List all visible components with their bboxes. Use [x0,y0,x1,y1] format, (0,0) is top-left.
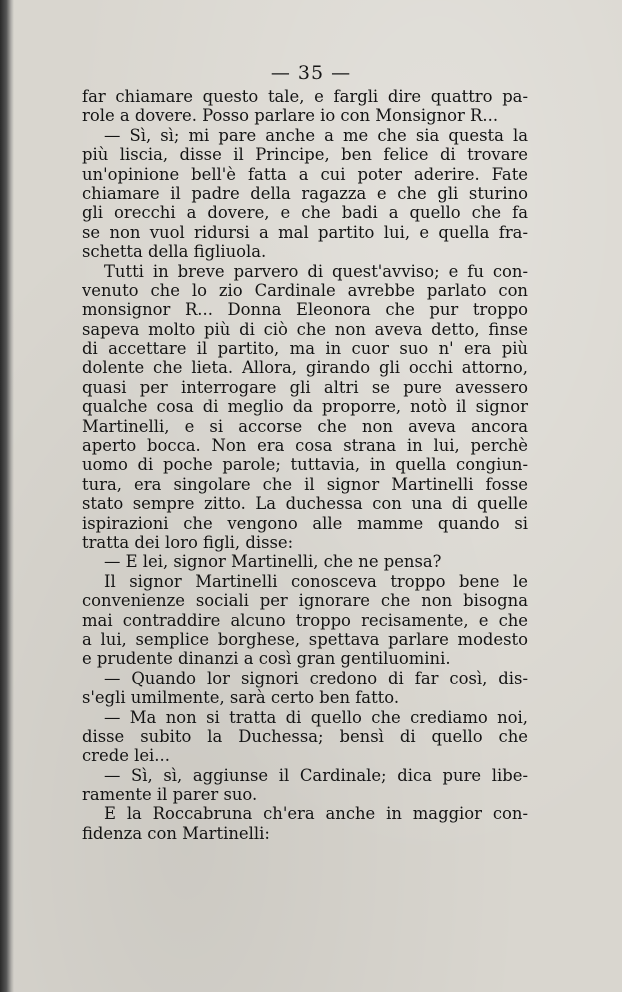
text-line: — Sì, sì; mi pare anche a me che sia questa la [104,125,528,145]
text-line: più liscia, disse il Principe, ben felice di trovare [82,145,528,165]
text-line: tratta dei loro figli, disse: [82,532,294,552]
text-line: — Sì, sì, aggiunse il Cardinale; dica pure libe- [104,765,528,785]
text-line: se non vuol ridursi a mal partito lui, e quella fra- [82,222,528,242]
page-number: — 35 — [270,62,352,84]
text-line: schetta della figliuola. [82,242,267,262]
text-line: — Ma non si tratta di quello che crediamo noi, [104,707,528,727]
text-line: quasi per interrogare gli altri se pure avessero [82,377,528,397]
text-line: far chiamare questo tale, e fargli dire quattro pa- [82,87,528,106]
text-line: monsignor R... Donna Eleonora che pur troppo [82,300,528,320]
text-line: tura, era singolare che il signor Martinelli fosse [82,474,528,494]
body-text [82,87,528,843]
text-line: Martinelli, e si accorse che non aveva ancora [82,416,528,436]
text-line: — E lei, signor Martinelli, che ne pensa? [104,552,442,572]
text-line: disse subito la Duchessa; bensì di quello che [82,726,528,746]
text-line: Il signor Martinelli conosceva troppo bene le [104,571,528,591]
binding-edge [0,0,14,992]
text-line: un'opinione bell'è fatta a cui poter aderire. Fate [82,164,528,184]
text-line: venuto che lo zio Cardinale avrebbe parlato con [82,280,528,300]
text-line: di accettare il partito, ma in cuor suo n' era più [82,339,528,359]
text-line: gli orecchi a dovere, e che badi a quello che fa [82,203,528,223]
text-line: aperto bocca. Non era cosa strana in lui, perchè [82,436,528,456]
text-line: s'egli umilmente, sarà certo ben fatto. [82,688,400,708]
text-line: convenienze sociali per ignorare che non bisogna [82,591,528,611]
text-line: a lui, semplice borghese, spettava parlare modesto [82,629,528,649]
text-line: Tutti in breve parvero di quest'avviso; e fu con- [104,261,528,281]
text-line: qualche cosa di meglio da proporre, notò il signor [82,397,528,417]
text-line: crede lei... [82,746,170,766]
text-line: role a dovere. Posso parlare io con Monsignor R... [82,106,499,126]
text-line: dolente che lieta. Allora, girando gli occhi attorno, [82,358,528,378]
text-line: ispirazioni che vengono alle mamme quando si [82,513,528,533]
text-line: mai contraddire alcuno troppo recisamente, e che [82,610,528,630]
text-line: ramente il parer suo. [82,785,258,805]
text-line: E la Roccabruna ch'era anche in maggior con- [104,804,528,824]
text-line: chiamare il padre della ragazza e che gli sturino [82,183,528,203]
text-line: — Quando lor signori credono di far così, dis- [104,668,528,688]
text-line: fidenza con Martinelli: [82,823,270,843]
text-line: uomo di poche parole; tuttavia, in quella congiun- [82,455,528,475]
text-line: sapeva molto più di ciò che non aveva detto, finse [82,319,528,339]
text-line: e prudente dinanzi a così gran gentiluomini. [82,649,451,669]
text-line: stato sempre zitto. La duchessa con una di quelle [82,494,528,514]
